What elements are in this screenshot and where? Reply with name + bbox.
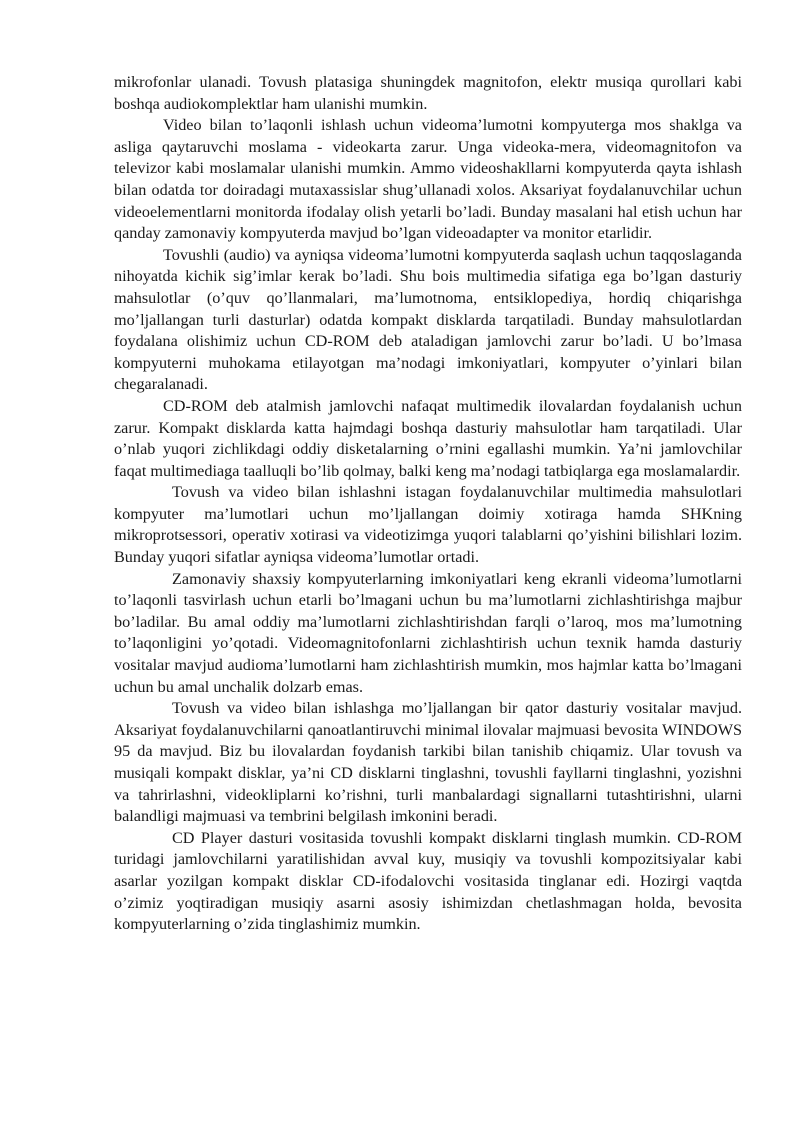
paragraph-1: mikrofonlar ulanadi. Tovush platasiga shuningdek magnitofon, elektr musiqa qurollari kabi boshqa audiokomplektlar ham ulanishi mumkin. xyxy=(114,73,742,113)
paragraph-2: Video bilan to’laqonli ishlash uchun videoma’lumotni kompyuterga mos shaklga va asliga qaytaruvchi moslama - videokarta zarur. Unga videoka-mera, videomagnitofon va televizor kabi moslamalar ulanishi mumkin. Ammo videoshakllarni kompyuterda qayta ishlash bilan odatda tor doiradagi mutaxassislar shug’ullanadi xolos. Aksariyat foydalanuvchilar uchun videoelementlarni monitorda ifodalay olish yetarli bo’ladi. Bunday masalani hal etish uchun har qanday zamonaviy kompyuterda mavjud bo’lgan videoadapter va monitor etarlidir. xyxy=(114,116,742,243)
paragraph-6: Zamonaviy shaxsiy kompyuterlarning imkoniyatlari keng ekranli videoma’lumotlarni to’laqonli tasvirlash uchun etarli bo’lmagani uchun bu ma’lumotlarni zichlashtirishga majbur bo’ladilar. Bu amal oddiy ma’lumotlarni zichlashtirishdan farqli o’laroq, mos ma’lumotning to’laqonligini yo’qotadi. Videomagnitofonlarni zichlashtirish uchun texnik hamda dasturiy vositalar mavjud audioma’lumotlarni ham zichlashtirish mumkin, mos hajmlar katta bo’lmagani uchun bu amal unchalik dolzarb emas. xyxy=(114,569,742,696)
paragraph-4: CD-ROM deb atalmish jamlovchi nafaqat multimedik ilovalardan foydalanish uchun zarur. Kompakt disklarda katta hajmdagi boshqa dasturiy mahsulotlar ham tarqatiladi. Ular o’nlab yuqori zichlikdagi oddiy disketalarning o’rnini egallashi mumkin. Ya’ni jamlovchilar faqat multimediaga taalluqli bo’lib qolmay, balki keng ma’nodagi tatbiqlarga ega moslamalardir. xyxy=(114,396,742,480)
paragraph-8: CD Player dasturi vositasida tovushli kompakt disklarni tinglash mumkin. CD-ROM turidagi jamlovchilarni yaratilishidan avval kuy, musiqiy va tovushli kompozitsiyalar kabi asarlar yozilgan kompakt disklar CD-ifodalovchi vositasida tinglanar edi. Hozirgi vaqtda o’zimiz yoqtiradigan musiqiy asarni asosiy ishimizdan chetlashmagan holda, bevosita kompyuterlarning o’zida tinglashimiz mumkin. xyxy=(114,828,742,934)
document-body xyxy=(114,72,742,936)
paragraph-3: Tovushli (audio) va ayniqsa videoma’lumotni kompyuterda saqlash uchun taqqoslaganda nihoyatda kichik sig’imlar kerak bo’ladi. Shu bois multimedia sifatiga ega bo’lgan dasturiy mahsulotlar (o’quv qo’llanmalari, ma’lumotnoma, entsiklopediya, hordiq chiqarishga mo’ljallangan turli dasturlar) odatda kompakt disklarda tarqatiladi. Bunday mahsulotlardan foydalana olishimiz uchun CD-ROM deb ataladigan jamlovchi zarur bo’ladi. U bo’lmasa kompyuterni muhokama etilayotgan ma’nodagi imkoniyatlari, kompyuter o’yinlari bilan chegaralanadi. xyxy=(114,245,742,394)
paragraph-5: Tovush va video bilan ishlashni istagan foydalanuvchilar multimedia mahsulotlari kompyuter ma’lumotlari uchun mo’ljallangan doimiy xotiraga hamda SHKning mikroprotsessori, operativ xotirasi va videotizimga yuqori talablarni qo’yishini bilishlari lozim. Bunday yuqori sifatlar ayniqsa videoma’lumotlar ortadi. xyxy=(114,483,742,567)
paragraph-7: Tovush va video bilan ishlashga mo’ljallangan bir qator dasturiy vositalar mavjud. Aksariyat foydalanuvchilarni qanoatlantiruvchi minimal ilovalar majmuasi bevosita WINDOWS 95 da mavjud. Biz bu ilovalardan foydanish tarkibi bilan tanishib chiqamiz. Ular tovush va musiqali kompakt disklar, ya’ni CD disklarni tinglashni, tovushli fayllarni tinglashni, yozishni va tahrirlashni, videokliplarni ko’rishni, turli manbalardagi signallarni tutashtirishni, ularni balandligi majmuasi va tembrini belgilash imkonini beradi. xyxy=(114,699,742,826)
